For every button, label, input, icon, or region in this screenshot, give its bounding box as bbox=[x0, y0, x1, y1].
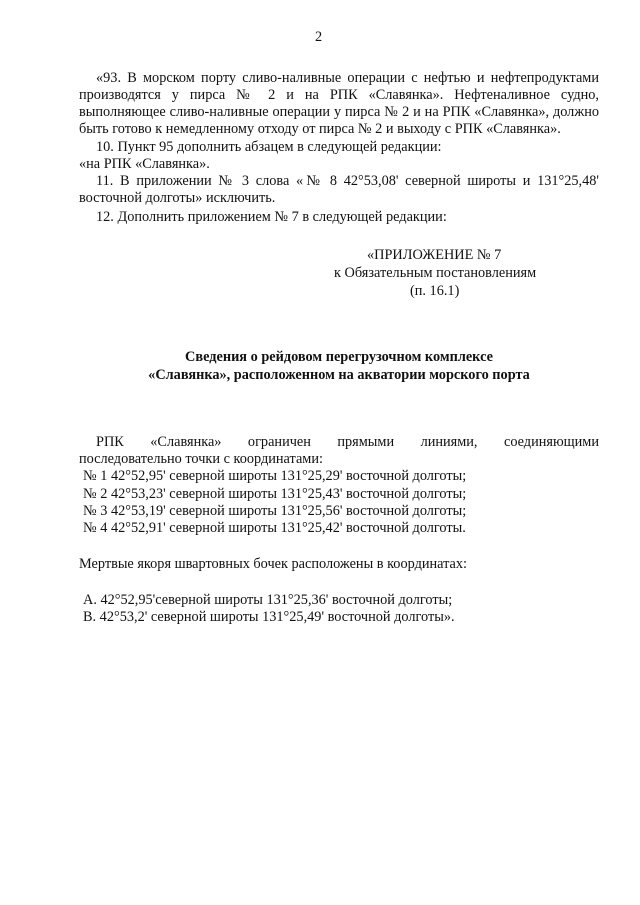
boundary-line1: РПК «Славянка» ограничен прямыми линиями, соединяющими bbox=[96, 434, 599, 450]
item10-line2: «на РПК «Славянка». bbox=[79, 156, 210, 172]
item11-line1: 11. В приложении № 3 слова «№ 8 42°53,08' северной широты и 131°25,48' bbox=[96, 173, 599, 189]
boundary-line2: последовательно точки с координатами: bbox=[79, 451, 323, 467]
section-title-line2: «Славянка», расположенном на акватории морского порта bbox=[148, 367, 530, 383]
item11-line2: восточной долготы» исключить. bbox=[79, 190, 276, 206]
para93-line4: быть готово к немедленному отходу от пирса № 2 и выходу с РПК «Славянка». bbox=[79, 121, 561, 137]
boundary-point: № 3 42°53,19' северной широты 131°25,56' восточной долготы; bbox=[83, 503, 467, 519]
item10-line1: 10. Пункт 95 дополнить абзацем в следующей редакции: bbox=[96, 139, 442, 155]
para93-line2: производятся у пирса № 2 и на РПК «Славянка». Нефтеналивное судно, bbox=[79, 87, 599, 103]
boundary-point: № 4 42°52,91' северной широты 131°25,42' восточной долготы. bbox=[83, 520, 466, 536]
page-number: 2 bbox=[315, 29, 323, 45]
boundary-point: № 1 42°52,95' северной широты 131°25,29' восточной долготы; bbox=[83, 468, 467, 484]
para93-line1: «93. В морском порту сливо-наливные операции с нефтью и нефтепродуктами bbox=[96, 70, 599, 86]
section-title-line1: Сведения о рейдовом перегрузочном комплексе bbox=[185, 349, 493, 365]
anchor-item: А. 42°52,95'северной широты 131°25,36' восточной долготы; bbox=[83, 592, 453, 608]
para93-line3: выполняющее сливо-наливные операции у пирса № 2 и на РПК «Славянка», должно bbox=[79, 104, 599, 120]
boundary-point: № 2 42°53,23' северной широты 131°25,43' восточной долготы; bbox=[83, 486, 467, 502]
appendix-subtitle: к Обязательным постановлениям bbox=[334, 265, 537, 281]
appendix-title: «ПРИЛОЖЕНИЕ № 7 bbox=[367, 247, 502, 263]
appendix-reference: (п. 16.1) bbox=[410, 283, 460, 299]
anchor-item: В. 42°53,2' северной широты 131°25,49' восточной долготы». bbox=[83, 609, 455, 625]
anchors-intro: Мертвые якоря швартовных бочек расположены в координатах: bbox=[79, 556, 468, 572]
item12: 12. Дополнить приложением № 7 в следующей редакции: bbox=[96, 209, 447, 225]
